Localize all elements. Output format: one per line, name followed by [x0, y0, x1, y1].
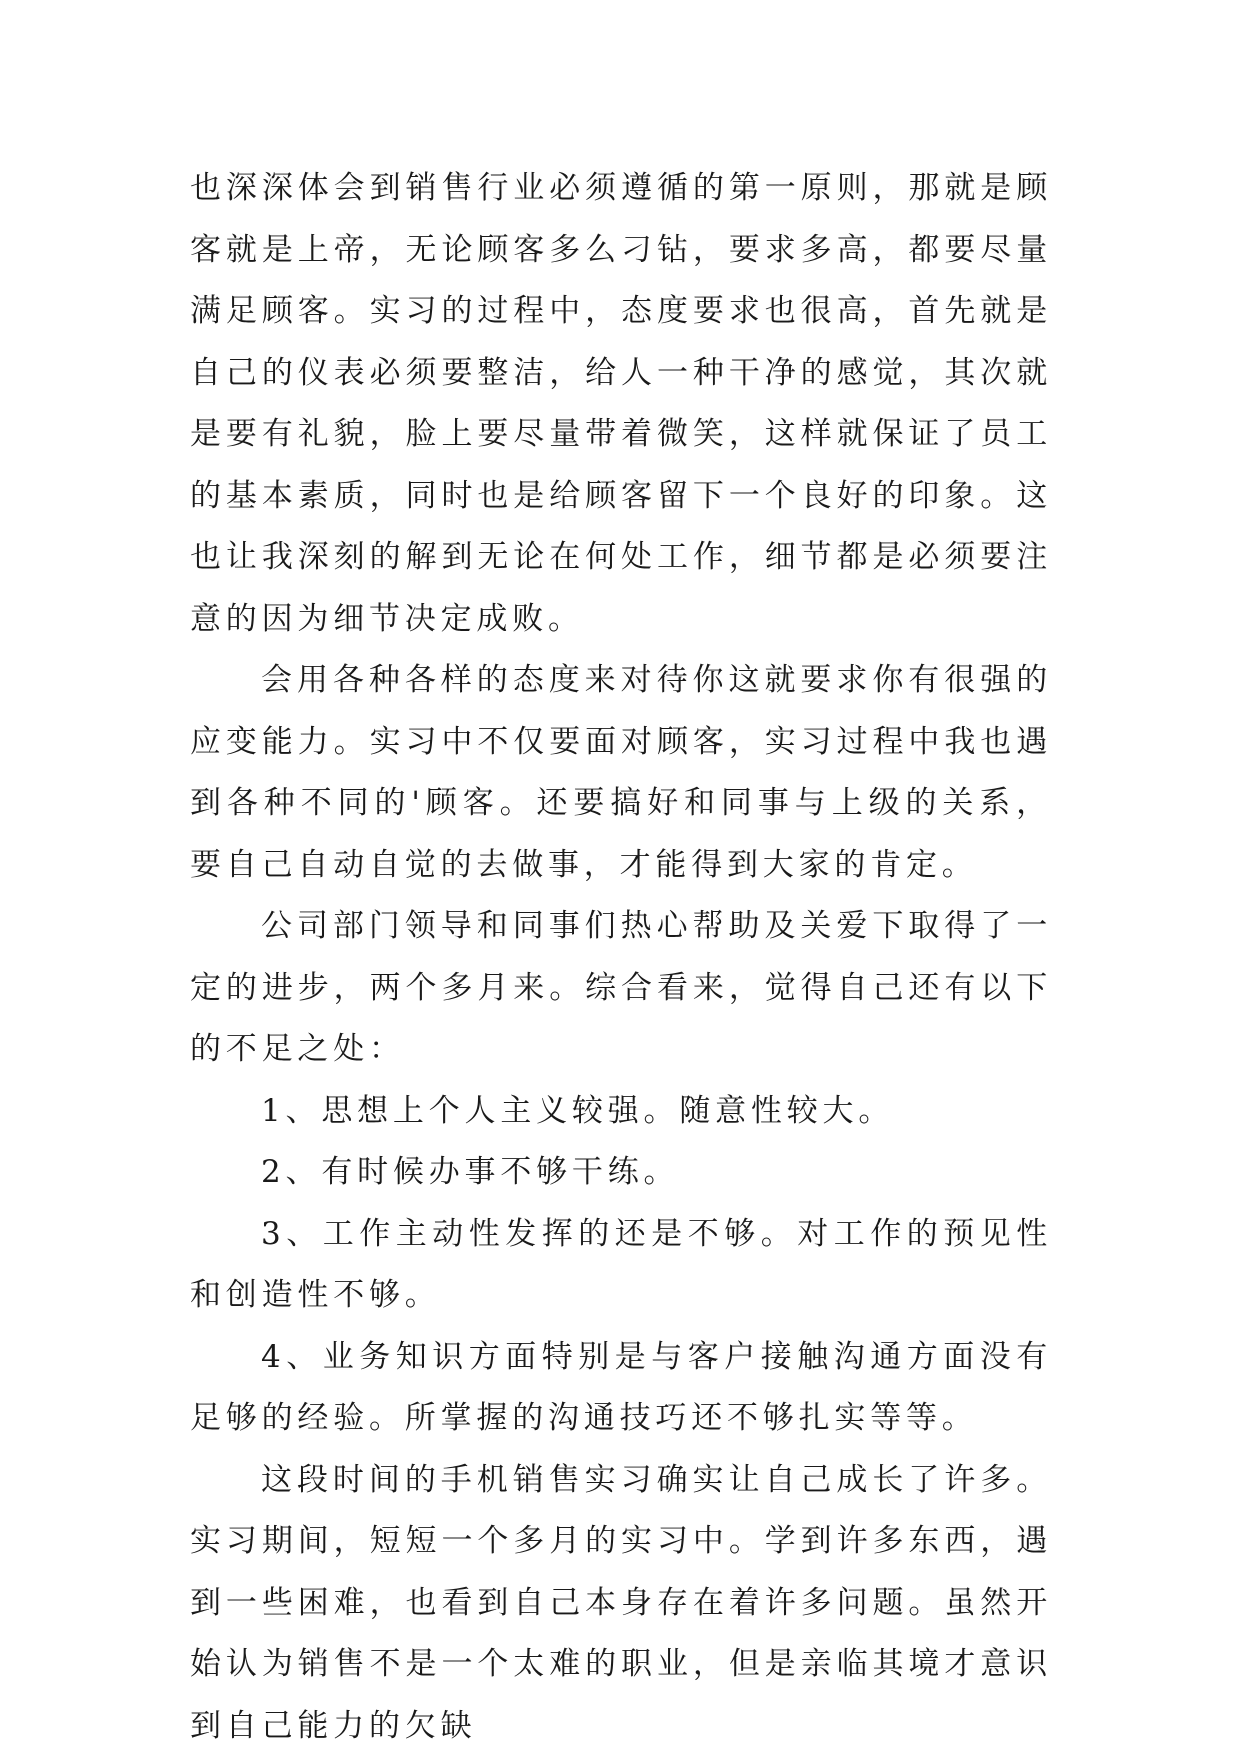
- paragraph-2: 会用各种各样的态度来对待你这就要求你有很强的应变能力。实习中不仅要面对顾客，实习过程中我也遇到各种不同的'顾客。还要搞好和同事与上级的关系，要自己自动自觉的去做事，才能得到大家的肯定。: [190, 650, 1052, 896]
- list-item-3: 3、工作主动性发挥的还是不够。对工作的预见性和创造性不够。: [190, 1204, 1052, 1327]
- paragraph-closing: 这段时间的手机销售实习确实让自己成长了许多。实习期间，短短一个多月的实习中。学到许多东西，遇到一些困难，也看到自己本身存在着许多问题。虽然开始认为销售不是一个太难的职业，但是亲临其境才意识到自己能力的欠缺: [190, 1450, 1052, 1757]
- list-item-4: 4、业务知识方面特别是与客户接触沟通方面没有足够的经验。所掌握的沟通技巧还不够扎实等等。: [190, 1327, 1052, 1450]
- paragraph-3: 公司部门领导和同事们热心帮助及关爱下取得了一定的进步，两个多月来。综合看来，觉得自己还有以下的不足之处：: [190, 896, 1052, 1081]
- document-body: [190, 158, 1052, 1757]
- list-item-2: 2、有时候办事不够干练。: [190, 1142, 1052, 1204]
- list-item-1: 1、思想上个人主义较强。随意性较大。: [190, 1081, 1052, 1143]
- paragraph-1: 也深深体会到销售行业必须遵循的第一原则，那就是顾客就是上帝，无论顾客多么刁钻，要求多高，都要尽量满足顾客。实习的过程中，态度要求也很高，首先就是自己的仪表必须要整洁，给人一种干净的感觉，其次就是要有礼貌，脸上要尽量带着微笑，这样就保证了员工的基本素质，同时也是给顾客留下一个良好的印象。这也让我深刻的解到无论在何处工作，细节都是必须要注意的因为细节决定成败。: [190, 158, 1052, 650]
